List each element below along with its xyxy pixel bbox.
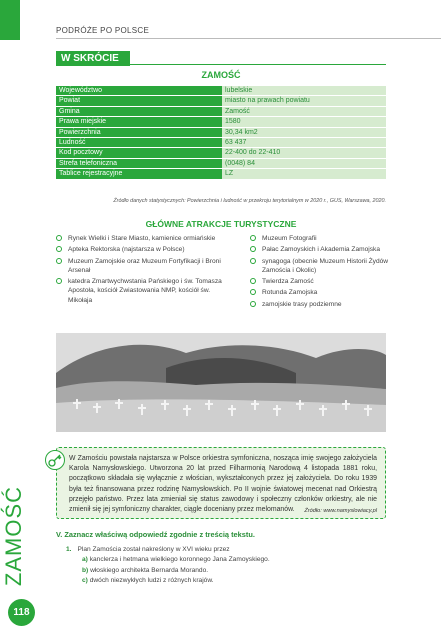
side-label-text: ZAMOŚĆ <box>1 485 26 586</box>
question-number: 1. <box>66 546 72 553</box>
list-item <box>56 245 226 254</box>
facts-table <box>56 86 386 180</box>
circle-bullet-icon <box>250 235 256 241</box>
table-row <box>56 158 386 168</box>
city-name: ZAMOŚĆ <box>201 70 241 80</box>
answer-option[interactable] <box>82 555 270 565</box>
photo-illustration <box>56 333 386 432</box>
option-letter: a) <box>82 556 88 564</box>
fact-value: lubelskie <box>222 86 386 96</box>
fact-key: Powiat <box>56 96 222 106</box>
fact-value: Zamość <box>222 106 386 116</box>
option-letter: c) <box>82 577 88 585</box>
table-row <box>56 169 386 179</box>
table-row <box>56 96 386 106</box>
question-text: Plan Zamościa został nakreślony w XVI wieku przez <box>77 546 230 553</box>
key-icon <box>45 450 65 470</box>
attraction-text: Rotunda Zamojska <box>262 289 318 297</box>
attraction-text: katedra Zmartwychwstania Pańskiego i św. Tomasza Apostoła, kościół Zwiastowania NMP, kościół św. Mikołaja <box>68 278 222 304</box>
info-source: Źródło: www.namyslowiacy.pl <box>304 508 377 514</box>
attraction-text: zamojskie trasy podziemne <box>262 300 342 308</box>
section-badge: W SKRÓCIE <box>56 51 130 66</box>
circle-bullet-icon <box>250 301 256 307</box>
attraction-text: Rynek Wielki i Stare Miasto, kamienice ormiańskie <box>68 235 216 242</box>
list-item <box>250 288 400 297</box>
key-icon-svg <box>46 451 64 469</box>
page-number: 118 <box>8 599 35 626</box>
circle-bullet-icon <box>250 246 256 252</box>
list-item <box>56 277 226 305</box>
task-question <box>66 545 270 555</box>
answer-option[interactable] <box>82 566 270 576</box>
fact-value: LZ <box>222 169 386 179</box>
circle-bullet-icon <box>250 258 256 264</box>
facts-source-note: Źródło danych statystycznych: Powierzchnia i ludność w przekroju terytorialnym w 2020 r., GUS, Warszawa, 2020. <box>113 198 386 204</box>
header-title: PODRÓŻE PO POLSCE <box>56 26 150 35</box>
side-label <box>1 478 26 593</box>
option-text: dwóch niezwykłych ludzi z różnych krajów. <box>89 577 214 585</box>
header-divider <box>56 38 441 39</box>
attraction-text: Twierdza Zamość <box>262 278 314 286</box>
table-row <box>56 127 386 137</box>
task-title: V. Zaznacz właściwą odpowiedź zgodnie z treścią tekstu. <box>56 530 255 539</box>
cemetery-photo <box>56 333 386 432</box>
fact-value: (0048) 84 <box>222 158 386 168</box>
fact-key: Gmina <box>56 106 222 116</box>
table-row <box>56 86 386 96</box>
attraction-text: Muzeum Fotografii <box>262 235 317 242</box>
list-item <box>250 300 400 309</box>
task-body <box>66 545 270 587</box>
fact-key: Tablice rejestracyjne <box>56 169 222 179</box>
attractions-list-right <box>250 234 400 311</box>
section-divider <box>130 64 386 65</box>
fact-key: Województwo <box>56 86 222 96</box>
fact-value: 63 437 <box>222 138 386 148</box>
table-row <box>56 138 386 148</box>
fact-value: 22-400 do 22-410 <box>222 148 386 158</box>
fact-key: Powierzchnia <box>56 127 222 137</box>
table-row <box>56 106 386 116</box>
list-item <box>250 245 400 254</box>
circle-bullet-icon <box>250 289 256 295</box>
answer-option[interactable] <box>82 576 270 586</box>
info-text: W Zamościu powstała najstarsza w Polsce orkiestra symfoniczna, nosząca imię swojego założyciela Karola Namysłowskiego. Utworzona 20 lat przed Filharmonią Narodową 4 listopada 1881 roku, początkowo składała się wyłącznie z włościan, wykształconych przez jej założyciela. Do roku 1939 była też finansowana przez rodzinę Namysłowskich. Po II wojnie światowej mecenat nad Orkiestrą przejęło państwo. Przez lata zmieniał się status zawodowy i społeczny członków orkiestry, ale nie zmienił się jej symfoniczny charakter, ciągle doceniany przez melomanów. <box>69 455 377 514</box>
fact-value: 30,34 km2 <box>222 127 386 137</box>
circle-bullet-icon <box>56 258 62 264</box>
list-item <box>250 257 400 276</box>
info-box <box>56 447 386 519</box>
table-row <box>56 148 386 158</box>
circle-bullet-icon <box>56 235 62 241</box>
fact-key: Ludność <box>56 138 222 148</box>
fact-value: 1580 <box>222 117 386 127</box>
fact-value: miasto na prawach powiatu <box>222 96 386 106</box>
top-accent-strip <box>0 0 20 40</box>
option-text: kanclerza i hetmana wielkiego koronnego Jana Zamoyskiego. <box>89 556 270 564</box>
list-item <box>250 234 400 243</box>
circle-bullet-icon <box>56 246 62 252</box>
circle-bullet-icon <box>250 278 256 284</box>
answer-options <box>66 555 270 586</box>
fact-key: Prawa miejskie <box>56 117 222 127</box>
option-letter: b) <box>82 566 89 574</box>
list-item <box>56 234 226 243</box>
attractions-title: GŁÓWNE ATRAKCJE TURYSTYCZNE <box>145 219 297 229</box>
attraction-text: Pałac Zamoyskich i Akademia Zamojska <box>262 246 380 254</box>
list-item <box>250 277 400 286</box>
table-row <box>56 117 386 127</box>
circle-bullet-icon <box>56 278 62 284</box>
list-item <box>56 257 226 276</box>
attractions-list-left <box>56 234 226 307</box>
option-text: włoskiego architekta Bernarda Morando. <box>90 566 209 574</box>
attraction-text: synagoga (obecnie Muzeum Historii Żydów Zamościa i Okolic) <box>262 257 389 274</box>
attraction-text: Muzeum Zamojskie oraz Muzeum Fortyfikacji i Broni Arsenał <box>68 257 221 274</box>
fact-key: Kod pocztowy <box>56 148 222 158</box>
attraction-text: Apteka Rektorska (najstarsza w Polsce) <box>68 246 185 254</box>
fact-key: Strefa telefoniczna <box>56 158 222 168</box>
